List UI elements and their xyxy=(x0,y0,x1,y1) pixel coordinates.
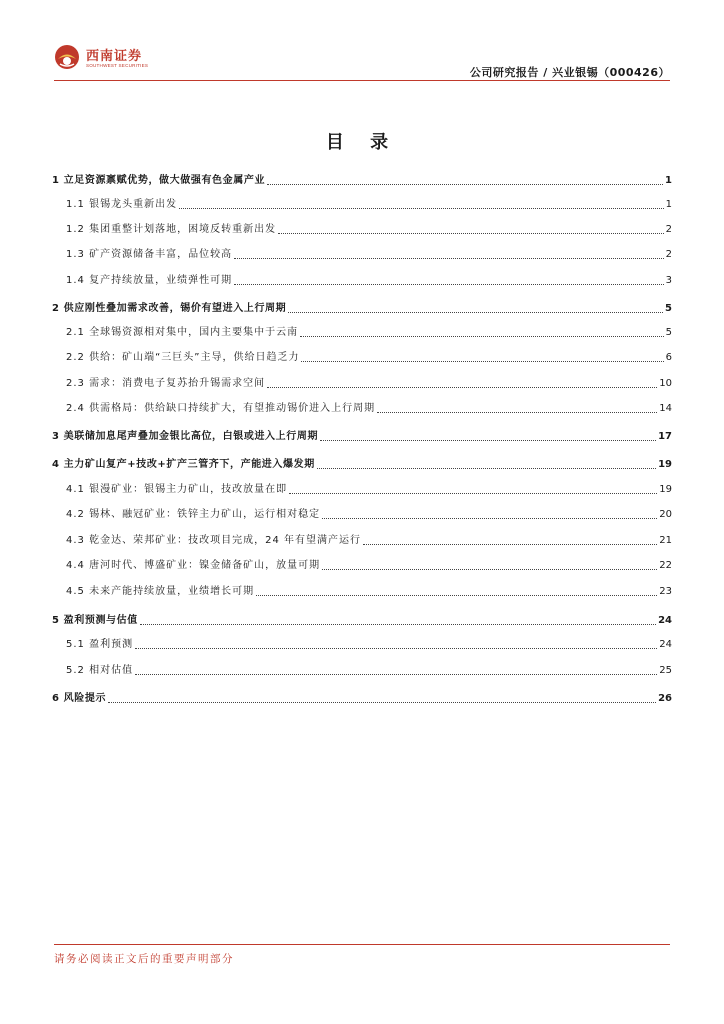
toc-entry-label: 6 风险提示 xyxy=(52,693,107,704)
toc-page-number: 20 xyxy=(659,509,672,520)
toc-page-number: 24 xyxy=(659,639,672,650)
toc-dot-leader xyxy=(289,493,657,494)
toc-section-entry[interactable] xyxy=(52,557,672,573)
toc-dot-leader xyxy=(377,412,657,413)
toc-dot-leader xyxy=(363,544,657,545)
toc-dot-leader xyxy=(320,440,656,441)
toc-dot-leader xyxy=(179,208,664,209)
toc-entry-label: 1.4 复产持续放量，业绩弹性可期 xyxy=(66,275,233,286)
toc-entry-label: 5 盈利预测与估值 xyxy=(52,615,138,626)
toc-page-number: 2 xyxy=(665,224,672,235)
toc-dot-leader xyxy=(234,284,664,285)
toc-page-number: 24 xyxy=(658,615,672,626)
toc-dot-leader xyxy=(140,624,656,625)
toc-dot-leader xyxy=(300,336,664,337)
company-logo xyxy=(54,44,214,76)
toc-page-number: 5 xyxy=(665,303,672,314)
toc-dot-leader xyxy=(317,468,656,469)
toc-entry-label: 4.2 锡林、融冠矿业：铁锌主力矿山，运行相对稳定 xyxy=(66,509,321,520)
toc-page-number: 22 xyxy=(659,560,672,571)
toc-section-entry[interactable] xyxy=(52,221,672,237)
toc-section-entry[interactable] xyxy=(52,583,672,599)
toc-entry-label: 2.4 供需格局：供给缺口持续扩大，有望推动锡价进入上行周期 xyxy=(66,403,376,414)
toc-chapter-entry[interactable] xyxy=(52,300,672,316)
toc-section-entry[interactable] xyxy=(52,246,672,262)
toc-page-number: 14 xyxy=(659,403,672,414)
toc-page-number: 19 xyxy=(658,459,672,470)
toc-section-entry[interactable] xyxy=(52,400,672,416)
toc-page-number: 2 xyxy=(665,249,672,260)
toc-page-number: 5 xyxy=(665,327,672,338)
toc-entry-label: 1.2 集团重整计划落地，困境反转重新出发 xyxy=(66,224,277,235)
toc-entry-label: 1 立足资源禀赋优势，做大做强有色金属产业 xyxy=(52,175,266,186)
toc-page-number: 6 xyxy=(665,352,672,363)
logo-english-name: SOUTHWEST SECURITIES xyxy=(86,63,149,68)
toc-section-entry[interactable] xyxy=(52,506,672,522)
logo-mark-icon xyxy=(54,44,80,70)
toc-page-number: 26 xyxy=(658,693,672,704)
toc-dot-leader xyxy=(135,674,657,675)
toc-dot-leader xyxy=(301,361,663,362)
toc-entry-label: 1.1 银锡龙头重新出发 xyxy=(66,199,178,210)
toc-page-number: 17 xyxy=(658,431,672,442)
toc-dot-leader xyxy=(322,518,657,519)
toc-dot-leader xyxy=(278,233,664,234)
header-divider xyxy=(54,80,670,81)
toc-dot-leader xyxy=(256,595,657,596)
footer-disclaimer-note: 请务必阅读正文后的重要声明部分 xyxy=(54,953,234,965)
toc-section-entry[interactable] xyxy=(52,349,672,365)
toc-section-entry[interactable] xyxy=(52,375,672,391)
footer-divider xyxy=(54,944,670,945)
toc-chapter-entry[interactable] xyxy=(52,612,672,628)
toc-entry-label: 5.1 盈利预测 xyxy=(66,639,134,650)
toc-section-entry[interactable] xyxy=(52,636,672,652)
toc-entry-label: 3 美联储加息尾声叠加金银比高位，白银或进入上行周期 xyxy=(52,431,319,442)
toc-dot-leader xyxy=(322,569,657,570)
toc-section-entry[interactable] xyxy=(52,324,672,340)
toc-page-number: 10 xyxy=(659,378,672,389)
toc-section-entry[interactable] xyxy=(52,532,672,548)
report-title: 公司研究报告 / 兴业银锡（000426） xyxy=(469,66,670,79)
toc-entry-label: 5.2 相对估值 xyxy=(66,665,134,676)
toc-page-number: 19 xyxy=(659,484,672,495)
toc-entry-label: 4 主力矿山复产+技改+扩产三管齐下，产能进入爆发期 xyxy=(52,459,315,470)
toc-page-number: 3 xyxy=(665,275,672,286)
toc-section-entry[interactable] xyxy=(52,272,672,288)
toc-chapter-entry[interactable] xyxy=(52,456,672,472)
logo-chinese-name: 西南证券 xyxy=(86,49,143,64)
toc-dot-leader xyxy=(288,312,663,313)
toc-chapter-entry[interactable] xyxy=(52,690,672,706)
page-header xyxy=(0,0,724,82)
toc-entry-label: 1.3 矿产资源储备丰富，品位较高 xyxy=(66,249,233,260)
toc-page-number: 1 xyxy=(665,199,672,210)
toc-entry-label: 4.5 未来产能持续放量，业绩增长可期 xyxy=(66,586,255,597)
toc-page-number: 23 xyxy=(659,586,672,597)
toc-section-entry[interactable] xyxy=(52,481,672,497)
toc-entry-label: 4.1 银漫矿业：银锡主力矿山，技改放量在即 xyxy=(66,484,288,495)
toc-page-number: 1 xyxy=(665,175,672,186)
toc-dot-leader xyxy=(267,387,657,388)
toc-dot-leader xyxy=(108,702,656,703)
toc-entry-label: 4.3 乾金达、荣邦矿业：技改项目完成，24 年有望满产运行 xyxy=(66,535,361,546)
toc-entry-label: 2.2 供给：矿山端“三巨头”主导，供给日趋乏力 xyxy=(66,352,300,363)
toc-section-entry[interactable] xyxy=(52,662,672,678)
toc-entry-label: 2.3 需求：消费电子复苏抬升锡需求空间 xyxy=(66,378,266,389)
toc-dot-leader xyxy=(234,258,664,259)
toc-entry-label: 4.4 唐河时代、博盛矿业：镍金储备矿山，放量可期 xyxy=(66,560,321,571)
toc-dot-leader xyxy=(267,184,663,185)
toc-entry-label: 2 供应刚性叠加需求改善，锡价有望进入上行周期 xyxy=(52,303,287,314)
toc-page-number: 21 xyxy=(659,535,672,546)
toc-section-entry[interactable] xyxy=(52,196,672,212)
toc-dot-leader xyxy=(135,648,657,649)
toc-chapter-entry[interactable] xyxy=(52,172,672,188)
toc-chapter-entry[interactable] xyxy=(52,428,672,444)
toc-page-number: 25 xyxy=(659,665,672,676)
toc-title: 目 录 xyxy=(325,132,399,153)
toc-entry-label: 2.1 全球锡资源相对集中，国内主要集中于云南 xyxy=(66,327,299,338)
